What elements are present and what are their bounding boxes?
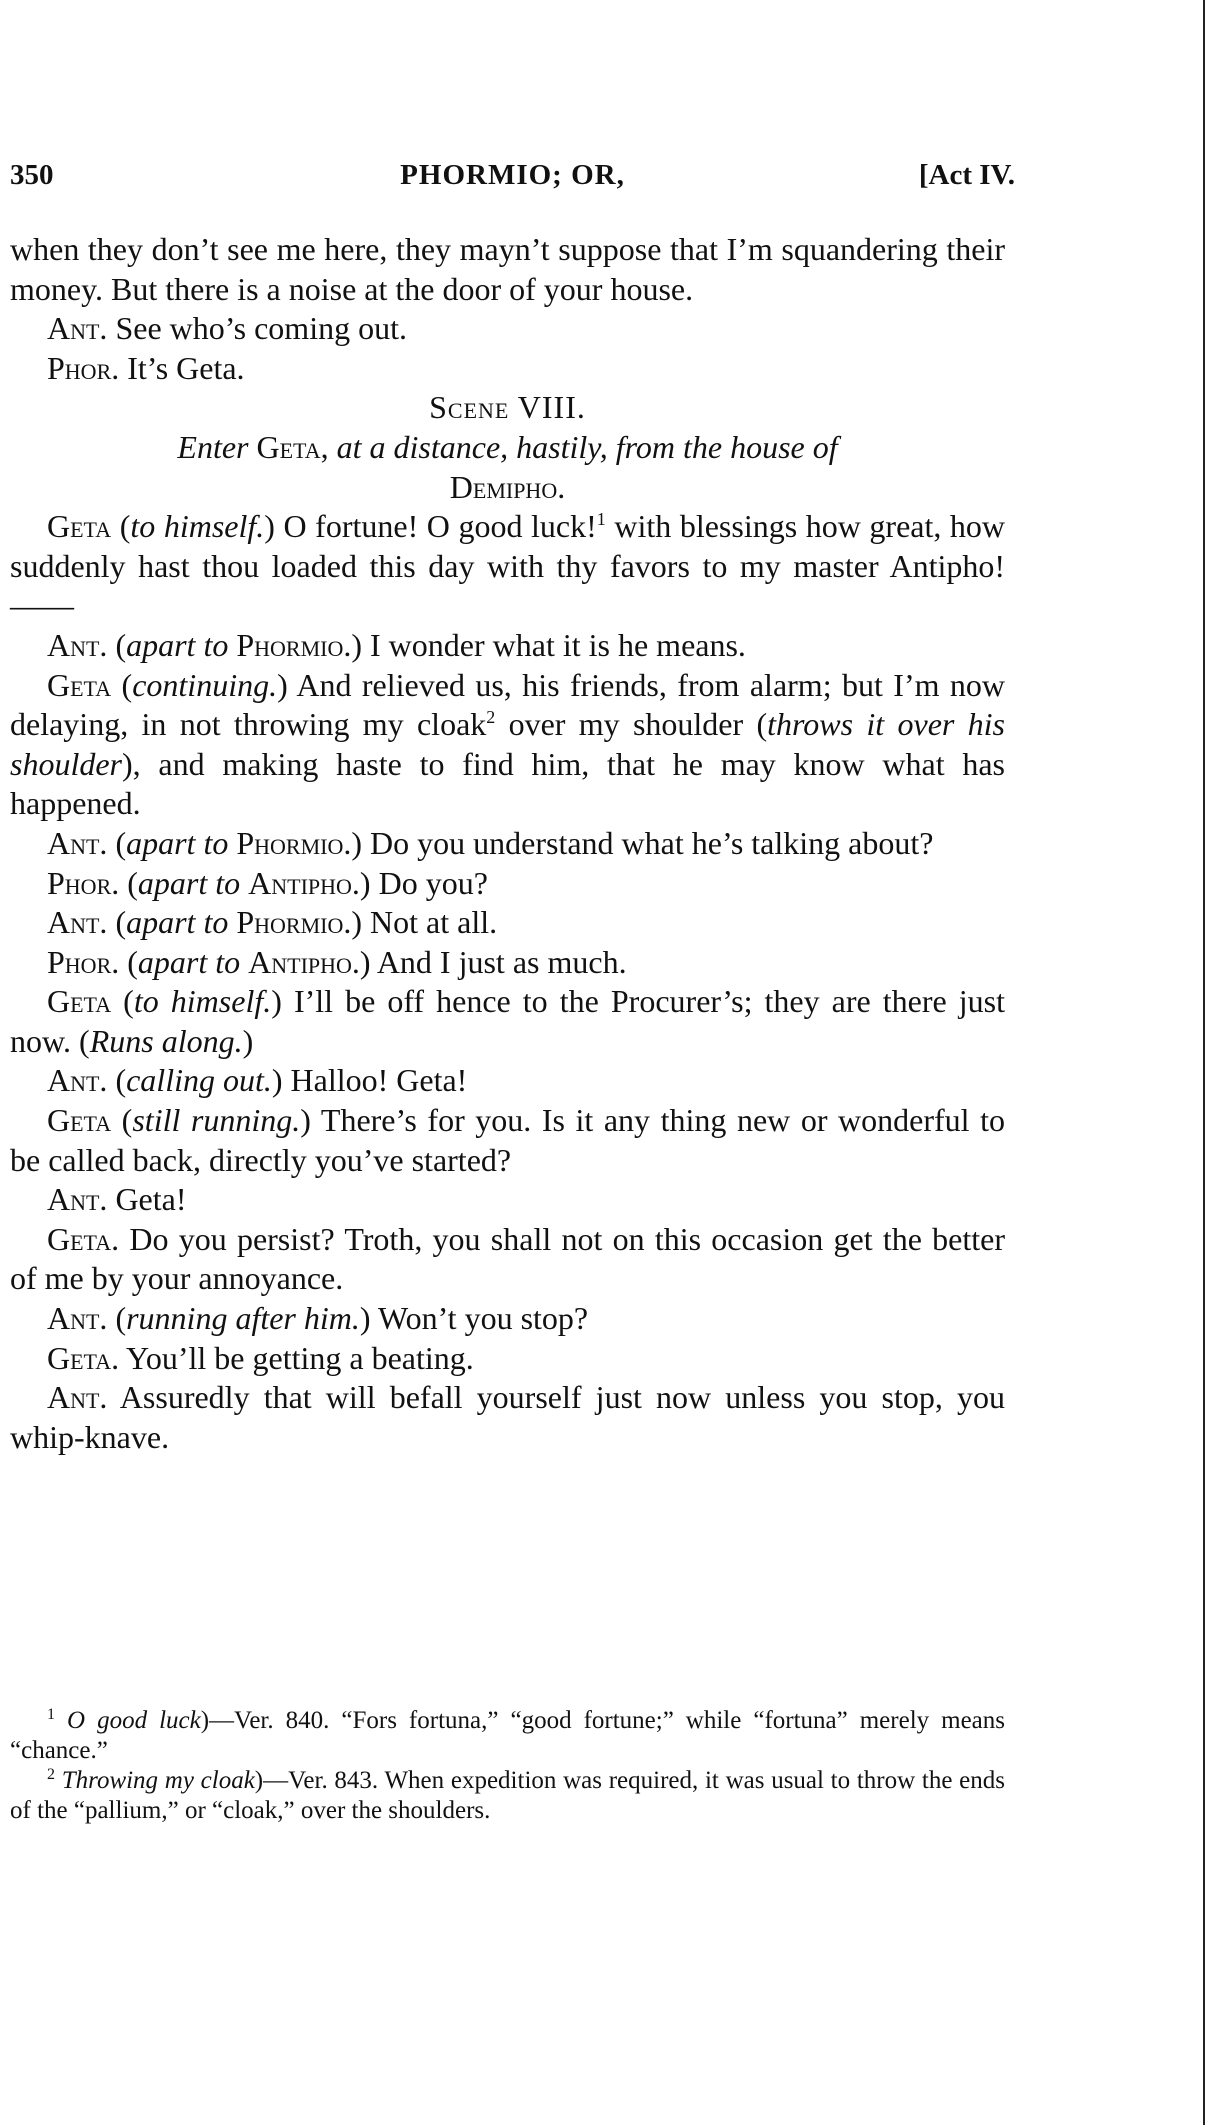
body-text bbox=[10, 230, 1005, 1457]
stage-direction: Enter Geta, at a distance, hastily, from the house of Demipho. bbox=[177, 428, 838, 505]
speaker: Ant. bbox=[47, 1062, 108, 1099]
footnote-ref: 2 bbox=[486, 707, 496, 728]
speaker: Ant. bbox=[47, 824, 108, 861]
speech: Ant. (apart to Phormio.) Not at all. bbox=[47, 904, 498, 941]
speech: Geta (continuing.) And relieved us, his friends, from alarm; but I’m now delaying, in not throwing my cloak$^2$ over my shoulder (throws it over his shoulder), and making haste to find him, that he may know what has happened. bbox=[10, 666, 1006, 822]
footnotes bbox=[10, 1706, 1005, 1826]
speaker: Geta. bbox=[47, 1339, 120, 1376]
speech: Phor. (apart to Antipho.) And I just as much. bbox=[47, 943, 627, 980]
speech: Geta. Do you persist? Troth, you shall not on this occasion get the better of me by your annoyance. bbox=[10, 1220, 1005, 1297]
speech: Geta (to himself.) O fortune! O good luck!$^1$ with blessings how great, how suddenly hast thou loaded this day with thy favors to my master Antipho!—— bbox=[10, 508, 1006, 624]
speech: Ant. See who’s coming out. bbox=[47, 310, 407, 347]
speech: Ant. Geta! bbox=[47, 1181, 187, 1218]
speaker: Phor. bbox=[47, 864, 120, 901]
page-number: 350 bbox=[10, 159, 54, 191]
speaker: Ant. bbox=[47, 1379, 108, 1416]
speech: Geta (to himself.) I’ll be off hence to the Procurer’s; they are there just now. (Runs along.) bbox=[10, 983, 1006, 1059]
speaker: Ant. bbox=[47, 626, 108, 663]
speaker: Geta. bbox=[47, 1220, 120, 1257]
speech: Geta (still running.) There’s for you. Is it any thing new or wonderful to be called back, directly you’ve started? bbox=[10, 1102, 1006, 1178]
speaker: Ant. bbox=[47, 904, 108, 941]
speaker: Phor. bbox=[47, 349, 120, 386]
speech: Phor. It’s Geta. bbox=[47, 349, 245, 386]
scene-heading: Scene VIII. bbox=[429, 389, 586, 426]
speaker: Ant. bbox=[47, 1300, 108, 1337]
footnote-ref: 1 bbox=[596, 509, 606, 530]
speaker: Geta bbox=[47, 1102, 112, 1139]
speaker: Geta bbox=[47, 666, 112, 703]
speech: Ant. (apart to Phormio.) I wonder what it is he means. bbox=[47, 626, 746, 663]
footnote: $^2$ Throwing my cloak)—Ver. 843. When expedition was required, it was usual to throw the ends of the “pallium,” or “cloak,” over the shoulders. bbox=[10, 1766, 1005, 1824]
speech: Ant. Assuredly that will befall yourself just now unless you stop, you whip-knave. bbox=[10, 1379, 1005, 1455]
page-edge-rule bbox=[1203, 0, 1205, 2125]
speaker: Ant. bbox=[47, 310, 108, 347]
paragraph: when they don’t see me here, they mayn’t suppose that I’m squandering their money. But there is a noise at the door of your house. bbox=[10, 231, 1005, 307]
speech: Geta. You’ll be getting a beating. bbox=[47, 1339, 474, 1376]
speech: Phor. (apart to Antipho.) Do you? bbox=[47, 864, 488, 901]
speaker: Ant. bbox=[47, 1181, 108, 1218]
footnote: $^1$ O good luck)—Ver. 840. “Fors fortuna,” “good fortune;” while “fortuna” merely means “chance.” bbox=[10, 1706, 1006, 1764]
speech: Ant. (running after him.) Won’t you stop? bbox=[47, 1300, 589, 1337]
running-title: PHORMIO; OR, bbox=[400, 159, 625, 191]
speaker: Geta bbox=[47, 983, 112, 1020]
speech: Ant. (calling out.) Halloo! Geta! bbox=[47, 1062, 468, 1099]
act-label: [Act IV. bbox=[918, 159, 1015, 191]
speech: Ant. (apart to Phormio.) Do you understand what he’s talking about? bbox=[47, 824, 934, 861]
speaker: Phor. bbox=[47, 943, 120, 980]
speaker: Geta bbox=[47, 508, 112, 545]
